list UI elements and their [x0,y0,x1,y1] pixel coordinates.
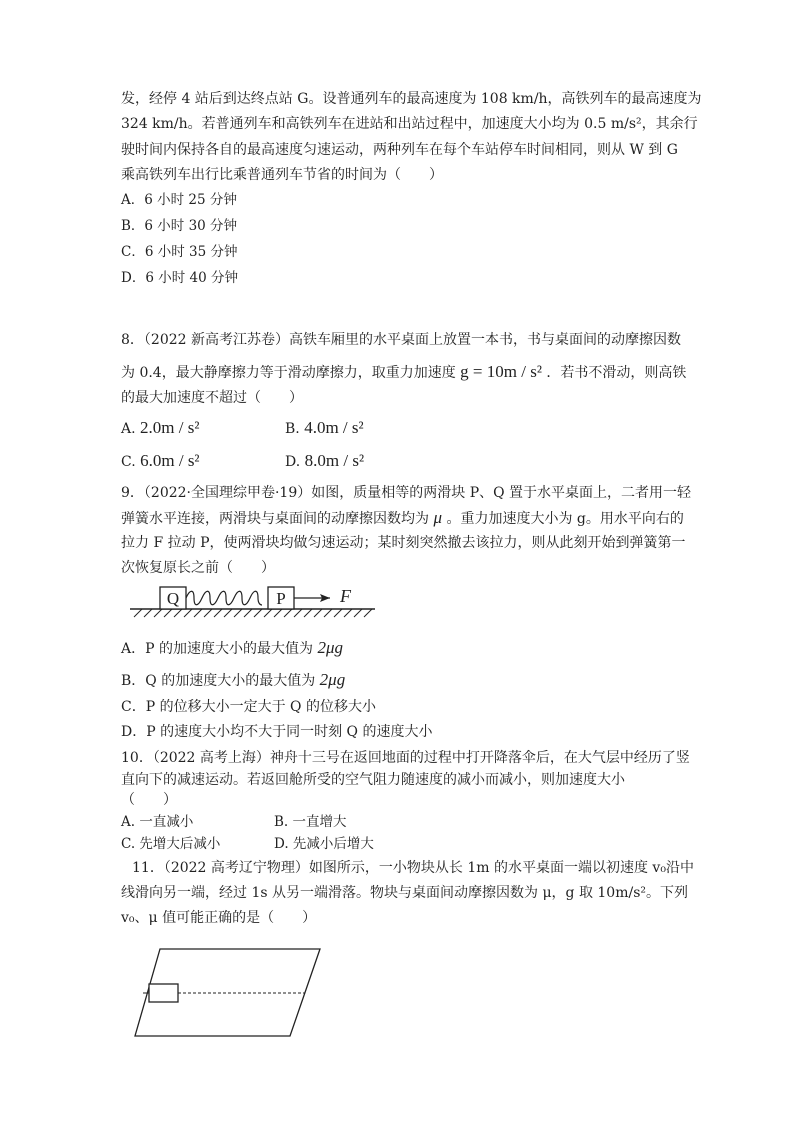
q9-option-c: C．P 的位移大小一定大于 Q 的位移大小 [121,699,376,715]
q10-stem-line: （ ） [121,792,177,808]
q8-stem-text: ．若书不滑动，则高铁 [546,365,687,381]
q8-option-b [285,418,364,439]
force-label: F [340,586,351,606]
q11-stem-line: 线滑向另一端，经过 1s 从另一端滑落。物块与桌面间动摩擦因数为 μ，g 取 10m/s²。下列 [121,885,689,901]
q10-option-d: D. 先减小后增大 [274,836,374,852]
q9-stem-line-2 [121,508,684,529]
q10-option-b: B. 一直增大 [274,814,347,830]
q7-option-a: A．6 小时 25 分钟 [121,192,237,208]
q10-stem-line: 直向下的减速运动。若返回舱所受的空气阻力随速度的减小而减小，则加速度大小 [121,772,625,788]
table-figure [130,944,330,1044]
option-letter: B. [285,421,300,437]
q8-option-d [285,451,364,472]
q10-option-c: C. 先增大后减小 [121,836,221,852]
q9-option-d: D．P 的速度大小均不大于同一时刻 Q 的速度大小 [121,724,433,740]
spring-icon [186,591,262,605]
q11-stem-line: v₀、μ 值可能正确的是（ ） [121,910,317,926]
option-value: 6.0m / s² [140,451,200,470]
q9-stem-line: 次恢复原长之前（ ） [121,560,275,576]
option-value: 8.0m / s² [304,451,365,470]
option-letter: C. [121,454,136,470]
block-p-label: P [276,589,286,608]
q8-option-c [121,451,200,472]
small-block [149,984,178,1002]
q9-stem-text: 弹簧水平连接，两滑块与桌面间的动摩擦因数均为 [121,511,429,527]
q7-option-b: B．6 小时 30 分钟 [121,218,238,234]
q9-option-a [121,638,343,659]
q7-stem-line: 乘高铁列车出行比乘普通列车节省的时间为（ ） [121,167,443,183]
q9-stem-line: 9．（2022·全国理综甲卷·19）如图，质量相等的两滑块 P、Q 置于水平桌面上，二者用一轻 [121,485,692,501]
option-letter: D. [285,454,301,470]
q8-option-a [121,418,199,439]
q8-stem-line-2 [121,362,686,383]
option-text: B．Q 的加速度大小的最大值为 [121,673,316,689]
option-value: 4.0m / s² [304,418,364,437]
q9-stem-text: 。重力加速度大小为 g。用水平向右的 [446,511,684,527]
q7-option-d: D．6 小时 40 分钟 [121,270,238,286]
spring-blocks-figure [130,582,380,622]
q7-stem-line: 驶时间内保持各自的最高速度匀速运动，两种列车在每个车站停车时间相同，则从 W 到 G [121,142,678,158]
option-math: 2μg [319,670,346,689]
q9-option-b [121,670,345,691]
q8-stem-text: 为 0.4，最大静摩擦力等于滑动摩擦力，取重力加速度 [121,365,456,381]
table-hatching [134,609,372,617]
q7-stem-line: 324 km/h。若普通列车和高铁列车在进站和出站过程中，加速度大小均为 0.5 m/s²，其余行 [121,116,698,132]
q9-stem-line: 拉力 F 拉动 P，使两滑块均做匀速运动；某时刻突然撤去该拉力，则从此刻开始到弹簧第一 [121,535,686,551]
q8-stem-line: 的最大加速度不超过（ ） [121,390,303,406]
q11-stem-line: 11．（2022 高考辽宁物理）如图所示，一小物块从长 1m 的水平桌面一端以初速度 v₀沿中 [132,860,694,876]
option-math: 2μg [317,638,343,657]
q7-option-c: C．6 小时 35 分钟 [121,244,238,260]
option-value: 2.0m / s² [140,418,200,437]
option-letter: A. [121,421,136,437]
mu-symbol: μ [433,508,442,527]
block-q-label: Q [166,589,180,608]
q8-gravity-formula: g = 10m / s² [460,362,542,381]
q10-option-a: A. 一直减小 [121,814,194,830]
option-text: A．P 的加速度大小的最大值为 [121,641,313,657]
q8-stem-line: 8．（2022 新高考江苏卷）高铁车厢里的水平桌面上放置一本书，书与桌面间的动摩擦因数 [121,332,681,348]
q7-stem-line: 发，经停 4 站后到达终点站 G。设普通列车的最高速度为 108 km/h，高铁列车的最高速度为 [121,91,702,107]
q10-stem-line: 10．（2022 高考上海）神舟十三号在返回地面的过程中打开降落伞后，在大气层中经历了竖 [121,750,690,766]
